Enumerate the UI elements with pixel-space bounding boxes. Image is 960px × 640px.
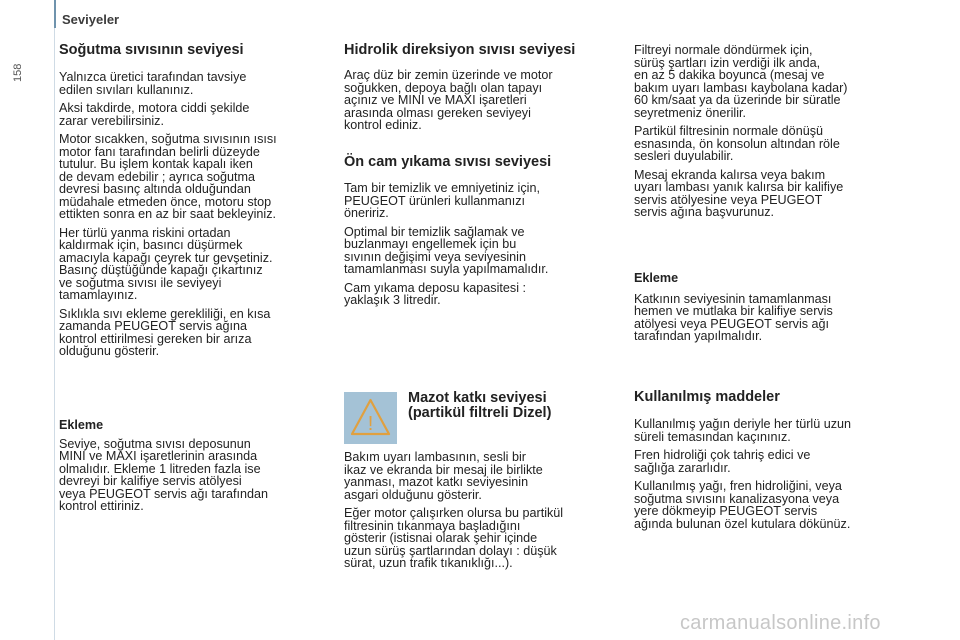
power-steering-section [344, 42, 624, 138]
coolant-level-title: Soğutma sıvısının seviyesi [59, 42, 244, 58]
coolant-paragraph: Motor sıcakken, soğutma sıvısının ısısı motor fanı tarafından belirli düzeyde tutulur. Bu işlem kontak kapalı iken de devam edebilir ; ayrıca soğutma devresi basınç altında olduğundan müdahale etmeden önce, motoru stop ettikten sonra en az bir saat bekleyiniz. [59, 132, 277, 221]
washer-paragraph: Optimal bir temizlik sağlamak ve buzlanmayı engellemek için bu sıvının değişimi veya seviyesinin tamamlanması suyla yapılmamalıdır. [344, 224, 549, 276]
additive-refill-text: Katkının seviyesinin tamamlanması hemen ve mutlaka bir kalifiye servis atölyesi veya PEUGEOT servis ağı tarafından yapılmalıdır. [634, 291, 833, 343]
watermark: carmanualsonline.info [680, 612, 881, 634]
coolant-paragraph: Yalnızca üretici tarafından tavsiye edilen sıvıları kullanınız. [59, 70, 247, 97]
used-products-paragraph: Kullanılmış yağı, fren hidroliğini, veya soğutma sıvısını kanalizasyona veya yere dökmeyip PEUGEOT servis ağında bulunan özel kutulara dökünüz. [634, 479, 851, 531]
fuel-additive-paragraph: Eğer motor çalışırken olursa bu partikül filtresinin tıkanmaya başladığını gösterir (istisnai olarak şehir içinde uzun sürüş şartlarından dolayı : düşük sürat, uzun trafik tıkanıklığı...). [344, 506, 564, 570]
warning-glyph: ! [367, 413, 374, 435]
coolant-paragraph: Aksi takdirde, motora ciddi şekilde zarar verebilirsiniz. [59, 101, 250, 128]
fuel-additive-section [344, 451, 629, 576]
coolant-paragraph: Her türlü yanma riskini ortadan kaldırmak için, basıncı düşürmek amacıyla kapağı çeyrek tur gevşetiniz. Basınç düştüğünde kapağı çıkartınız ve soğutma sıvısı ile seviyeyi tamamlayınız. [59, 225, 273, 302]
section-accent-bar [54, 0, 56, 28]
section-title: Seviyeler [62, 12, 120, 27]
additive-refill-section [634, 272, 924, 349]
washer-paragraph: Tam bir temizlik ve emniyetiniz için, PEUGEOT ürünleri kullanmanızı öneririz. [344, 181, 540, 220]
page-number: 158 [12, 63, 24, 82]
washer-paragraph: Cam yıkama deposu kapasitesi : yaklaşık 3 litredir. [344, 280, 526, 307]
margin-rule [54, 28, 55, 640]
coolant-refill-text: Seviye, soğutma sıvısı deposunun MINI ve MAXI işaretlerinin arasında olmalıdır. Ekleme 1 litreden fazla ise devreyi bir kalifiye servis atölyesi veya PEUGEOT servis ağı tarafından kontrol ettiriniz. [59, 436, 269, 513]
filter-regeneration-section [634, 44, 924, 225]
fuel-additive-title: Mazot katkı seviyesi (partikül filtreli Dizel) [408, 390, 552, 421]
warning-box [344, 392, 397, 444]
filter-paragraph: Filtreyi normale döndürmek için, sürüş şartları izin verdiği ilk anda, en az 5 dakika boyunca (mesaj ve bakım uyarı lambası kaybolana kadar) 60 km/saat ya da üzerinde bir süratle seyretmeniz önerilir. [634, 43, 848, 120]
fuel-additive-paragraph: Bakım uyarı lambasının, sesli bir ikaz ve ekranda bir mesaj ile birlikte yanması, mazot katkı seviyesinin asgari olduğunu gösterir. [344, 450, 543, 502]
power-steering-text: Araç düz bir zemin üzerinde ve motor soğukken, depoya bağlı olan tapayı açınız ve MINI ve MAXI işaretleri arasında olması gereken seviyeyi kontrol ediniz. [344, 68, 553, 132]
washer-fluid-title: Ön cam yıkama sıvısı seviyesi [344, 154, 552, 170]
used-products-section [634, 389, 924, 536]
used-products-title: Kullanılmış maddeler [634, 389, 780, 405]
used-products-paragraph: Kullanılmış yağın deriyle her türlü uzun süreli temasından kaçınınız. [634, 417, 852, 444]
filter-paragraph: Mesaj ekranda kalırsa veya bakım uyarı lambası yanık kalırsa bir kalifiye servis atölyesine veya PEUGEOT servis ağına başvurunuz. [634, 167, 844, 219]
coolant-paragraph: Sıklıkla sıvı ekleme gerekliliği, en kısa zamanda PEUGEOT servis ağına kontrol ettirilmesi gereken bir arıza olduğunu gösterir. [59, 306, 271, 358]
power-steering-title: Hidrolik direksiyon sıvısı seviyesi [344, 42, 576, 58]
additive-refill-title: Ekleme [634, 271, 679, 285]
coolant-level-section [59, 42, 329, 364]
coolant-refill-title: Ekleme [59, 418, 104, 432]
warning-triangle-icon [344, 392, 397, 444]
filter-paragraph: Partikül filtresinin normale dönüşü esnasında, ön konsolun altından röle sesleri duyulabilir. [634, 124, 840, 163]
used-products-paragraph: Fren hidroliği çok tahriş edici ve sağlığa zararlıdır. [634, 448, 811, 475]
washer-fluid-section [344, 154, 624, 313]
fuel-additive-title-block [408, 391, 628, 421]
coolant-refill-section [59, 419, 329, 519]
